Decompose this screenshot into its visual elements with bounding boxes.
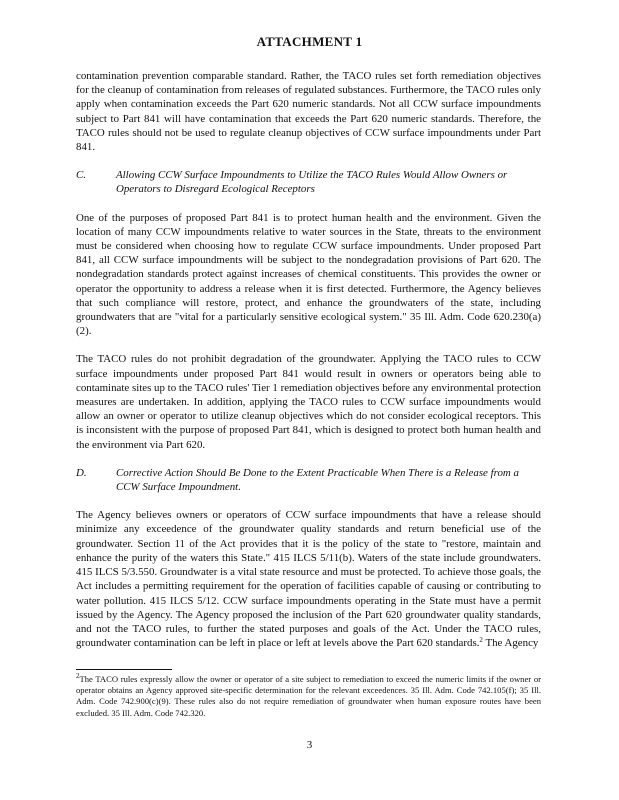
section-letter-c: C. xyxy=(76,169,86,182)
footnote xyxy=(76,674,541,719)
section-heading-d xyxy=(76,466,541,494)
footnote-divider xyxy=(76,669,172,670)
footnote-reference[interactable]: 2 xyxy=(479,636,483,645)
section-title-d: Corrective Action Should Be Done to the Extent Practicable When There is a Release from a CCW Surface Impoundment. xyxy=(116,466,519,494)
section-heading-c xyxy=(76,168,541,196)
paragraph-taco-degradation: The TACO rules do not prohibit degradation of the groundwater. Applying the TACO rules to CCW surface impoundments under proposed Part 841 would result in owners or operators being able to contaminate sites up to the TACO rules' Tier 1 remediation objectives before any environmental protection measures are undertaken. In addition, applying the TACO rules to CCW surface impoundments would allow an owner or operator to utilize cleanup objectives which do not consider ecological receptors. This is inconsistent with the purpose of proposed Part 841, which is designed to protect both human health and the environment via Part 620. xyxy=(76,353,541,451)
section-title-c: Allowing CCW Surface Impoundments to Utilize the TACO Rules Would Allow Owners or Operators to Disregard Ecological Receptors xyxy=(116,169,508,196)
section-letter-d: D. xyxy=(76,466,87,479)
page-number: 3 xyxy=(306,739,313,751)
paragraph-corrective-action-text: The Agency believes owners or operators of CCW surface impoundments that have a release should minimize any exceedence of the groundwater quality standards and return beneficial use of the groundwater. Section 11 of the Act provides that it is the policy of the state to "restore, maintain and enhance the purity of the waters this State." 415 ILCS 5/11(b). Waters of the state include groundwaters. 415 ILCS 5/3.550. Groundwater is a vital state resource and must be protected. To achieve those goals, the Act includes a permitting requirement for the operation of facilities capable of causing or contributing to water pollution. 415 ILCS 5/12. CCW surface impoundments operating in the State must have a permit issued by the Agency. The Agency proposed the inclusion of the Part 620 groundwater quality standards, and not the TACO rules, to further the stated purposes and goals of the Act. Under the TACO rules, groundwater contamination can be left in place or left at levels above the Part 620 standards. xyxy=(76,509,541,650)
paragraph-taco-cleanup: contamination prevention comparable standard. Rather, the TACO rules set forth remediation objectives for the cleanup of contamination from releases of regulated substances. Furthermore, the TACO rules only apply when contamination exceeds the Part 620 numeric standards. Not all CCW surface impoundments subject to Part 841 will have contamination that exceeds the Part 620 numeric standards. Therefore, the TACO rules should not be used to regulate cleanup objectives of CCW surface impoundments under Part 841. xyxy=(76,70,541,154)
paragraph-corrective-action xyxy=(76,508,541,650)
paragraph-corrective-action-tail: The Agency xyxy=(482,637,539,650)
footnote-text: The TACO rules expressly allow the owner or operator of a site subject to remediation to exceed the numeric limits if the owner or operator obtains an Agency approved site-specific determination for the relevant exceedences. 35 Ill. Adm. Code 742.105(f); 35 Ill. Adm. Code 742.900(c)(9). These rules also do not require remediation of groundwater when human exposure routes have been excluded. 35 Ill. Adm. Code 742.320. xyxy=(76,674,541,718)
footnote-marker: 2 xyxy=(76,672,80,680)
document-body xyxy=(76,69,541,650)
paragraph-part-841-purpose: One of the purposes of proposed Part 841 is to protect human health and the environment. Given the location of many CCW impoundments relative to water sources in the State, threats to the environment must be considered when choosing how to regulate CCW surface impoundments. Under proposed Part 841, all CCW surface impoundments will be subject to the nondegradation provisions of Part 620. The nondegradation standards protect against increases of chemical constituents. This provides the owner or operator the opportunity to address a release when it is first detected. Furthermore, the Agency believes that such compliance will restore, protect, and enhance the groundwaters of the state, including groundwaters that are "vital for a particularly sensitive ecological system." 35 Ill. Adm. Code 620.230(a)(2). xyxy=(76,211,541,338)
page-title: ATTACHMENT 1 xyxy=(256,34,363,49)
